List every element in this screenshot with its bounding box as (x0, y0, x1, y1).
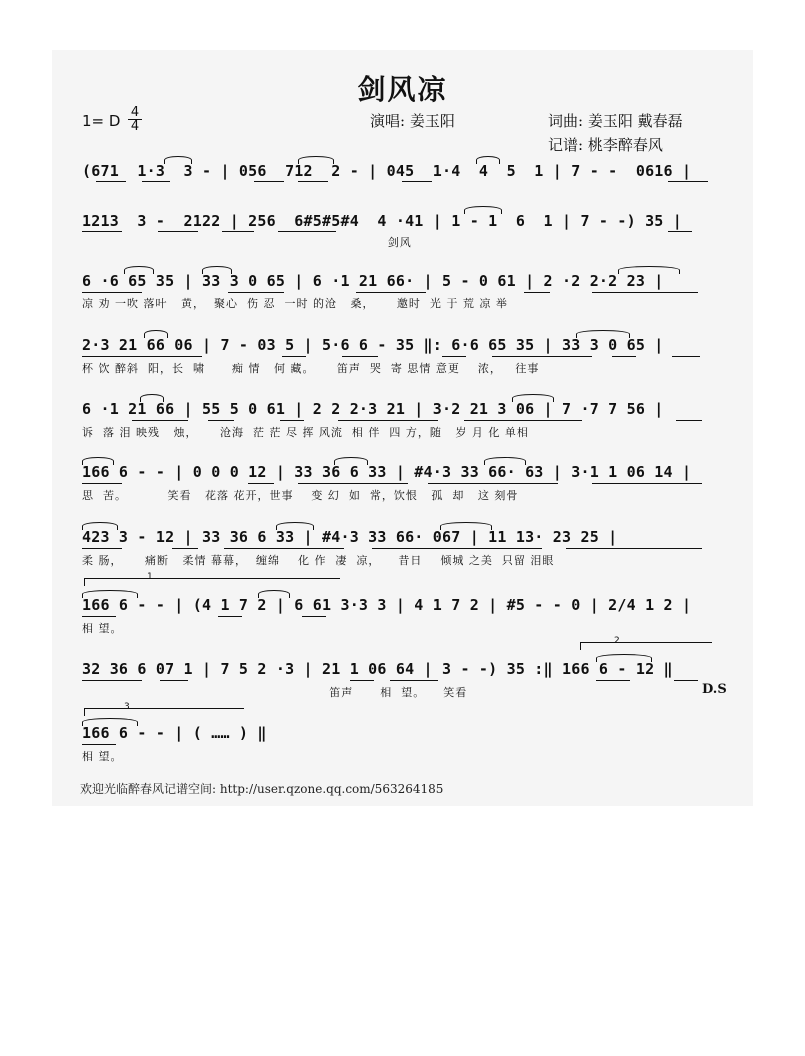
beam (298, 181, 328, 182)
beam (96, 181, 126, 182)
lyric-line-7: 柔 肠， 痛断 柔情 幕幕， 缠绵 化 作 凄 凉， 昔日 倾城 之美 只留 泪眼 (82, 554, 555, 567)
beam (592, 483, 702, 484)
staff-line-6: 166 6 - - | 0 0 0 12 | 33 36 6 33 | #4·3 33 66· 63 | 3·1 1 06 14 | (82, 463, 692, 481)
beam (428, 483, 558, 484)
staff-line-9: 32 36 6 07 1 | 7 5 2 ·3 | 21 1 06 64 | 3 - -) 35 :‖ 166 6 - 12 ‖ (82, 660, 673, 678)
song-title: 剑风凉 (357, 73, 448, 106)
beam (672, 356, 700, 357)
beam (674, 680, 698, 681)
key-signature: 1= D (82, 112, 121, 130)
beam (82, 356, 202, 357)
beam (280, 420, 304, 421)
beam (222, 231, 254, 232)
beam (668, 231, 692, 232)
lyric-line-2: 剑风 (82, 236, 412, 249)
beam (492, 356, 592, 357)
tie (82, 590, 138, 598)
lyric-line-10: 相 望。 (82, 750, 123, 763)
beam (278, 231, 336, 232)
tie (440, 522, 492, 530)
beam (218, 616, 242, 617)
footer-note: 欢迎光临醉春风记谱空间: http://user.qzone.qq.com/563264185 (80, 782, 444, 796)
tie (334, 457, 368, 465)
staff-line-4: 2·3 21 66 06 | 7 - 03 5 | 5·6 6 - 35 ‖: 6·6 65 35 | 33 3 0 65 | (82, 336, 664, 354)
tie (276, 522, 314, 530)
volta-3-tick (84, 708, 85, 716)
lyric-line-9: 笛声 相 望。 笑看 (82, 686, 468, 699)
beam (254, 181, 284, 182)
beam (464, 420, 582, 421)
beam (228, 292, 284, 293)
tie (464, 206, 502, 214)
lyric-line-5: 诉 落 泪 映残 烛， 沧海 茫 茫 尽 挥 风流 相 伴 四 方，随 岁 月 化 单相 (82, 426, 529, 439)
volta-2-bracket (580, 642, 712, 643)
beam (160, 680, 188, 681)
meter-bottom: 4 (130, 119, 140, 134)
beam (566, 548, 702, 549)
staff-line-3: 6 ·6 65 35 | 33 3 0 65 | 6 ·1 21 66· | 5 - 0 61 | 2 ·2 2·2 23 | (82, 272, 664, 290)
score-sheet (52, 50, 753, 806)
volta-1-label: 1 (147, 572, 153, 582)
tie (144, 330, 168, 338)
volta-2-label: 2 (614, 636, 620, 646)
beam (208, 420, 234, 421)
beam (132, 420, 188, 421)
beam (298, 483, 408, 484)
beam (82, 680, 142, 681)
tie (484, 457, 526, 465)
beam (82, 231, 122, 232)
staff-line-1: (671 1·3 3 - | 056 712 2 - | 045 1·4 4 5 1 | 7 - - 0616 | (82, 162, 692, 180)
tie (596, 654, 652, 662)
lyric-line-6: 思 苦。 笑看 花落 花开，世事 变 幻 如 常，饮恨 孤 却 这 刻骨 (82, 489, 519, 502)
tie (164, 156, 192, 164)
beam (224, 548, 344, 549)
volta-3-bracket (84, 708, 244, 709)
beam (82, 483, 122, 484)
ds-marking: D.S (702, 682, 727, 697)
volta-1-bracket (84, 578, 340, 579)
tie (576, 330, 630, 338)
beam (172, 548, 198, 549)
tie (82, 522, 118, 530)
staff-line-5: 6 ·1 21 66 | 55 5 0 61 | 2 2 2·3 21 | 3·2 21 3 06 | 7 ·7 7 56 | (82, 400, 664, 418)
beam (592, 292, 698, 293)
tie (202, 266, 232, 274)
staff-line-8: 166 6 - - | (4 1 7 2 | 6 61 3·3 3 | 4 1 7 2 | #5 - - 0 | 2/4 1 2 | (82, 596, 692, 614)
staff-line-7: 423 3 - 12 | 33 36 6 33 | #4·3 33 66· 067 | 11 13· 23 25 | (82, 528, 618, 546)
tie (82, 457, 114, 465)
meter-top: 4 (128, 106, 142, 120)
tie (618, 266, 680, 274)
beam (390, 680, 438, 681)
beam (350, 680, 374, 681)
beam (612, 356, 636, 357)
beam (82, 744, 116, 745)
volta-3-label: 3 (124, 702, 130, 712)
singer-credit: 演唱: 姜玉阳 (370, 112, 455, 130)
beam (668, 181, 708, 182)
staff-line-2: 1213 3 - 2122 | 256 6#5#5#4 4 ·41 | 1 - 1 6 1 | 7 - -) 35 | (82, 212, 682, 230)
beam (342, 356, 378, 357)
beam (676, 420, 702, 421)
beam (402, 181, 432, 182)
beam (596, 680, 630, 681)
tie (258, 590, 290, 598)
volta-1-tick (84, 578, 85, 586)
tie (512, 394, 554, 402)
tie (476, 156, 500, 164)
beam (142, 181, 170, 182)
beam (248, 483, 274, 484)
lyricist-credit: 词曲: 姜玉阳 戴春磊 (548, 112, 683, 130)
tie (298, 156, 334, 164)
beam (82, 616, 116, 617)
beam (158, 231, 198, 232)
volta-2-tick (580, 642, 581, 650)
beam (442, 356, 466, 357)
beam (338, 420, 438, 421)
beam (82, 292, 142, 293)
tie (140, 394, 164, 402)
staff-line-10: 166 6 - - | ( …… ) ‖ (82, 724, 267, 742)
lyric-line-8: 相 望。 (82, 622, 123, 635)
lyric-line-3: 凉 劝 一吹 落叶 黄， 聚心 伤 忍 一时 的沧 桑， 邀时 光 于 荒 凉 举 (82, 297, 508, 310)
beam (82, 548, 122, 549)
time-signature (128, 106, 142, 133)
tie (82, 718, 138, 726)
beam (302, 616, 326, 617)
lyric-line-4: 杯 饮 醉斜 阳，长 啸 痴 情 何 藏。 笛声 哭 寄 思情 意更 浓， 往事 (82, 362, 540, 375)
beam (282, 356, 306, 357)
beam (356, 292, 426, 293)
tie (124, 266, 154, 274)
beam (524, 292, 550, 293)
transcriber-credit: 记谱: 桃李醉春风 (548, 136, 663, 154)
beam (372, 548, 542, 549)
